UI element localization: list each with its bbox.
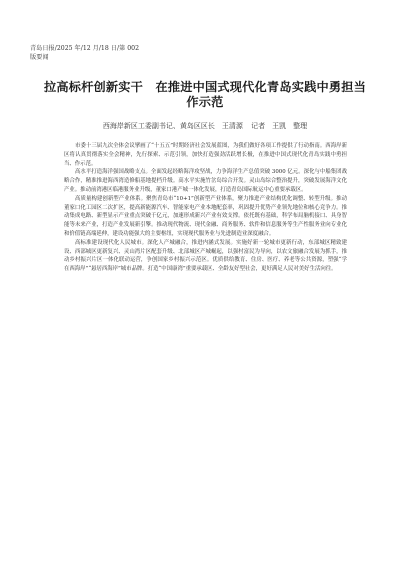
source-line: 青岛日报/2025 年/12 月/18 日/第 002 xyxy=(30,45,140,52)
article-body xyxy=(64,142,347,274)
article-title xyxy=(30,80,380,110)
section-line: 版要闻 xyxy=(30,54,49,61)
title-line-2: 作示范 xyxy=(186,95,224,109)
byline-reporter: 记者 王凯 整理 xyxy=(251,122,308,130)
byline-author: 西海岸新区工委副书记、黄岛区区长 王清源 xyxy=(102,122,243,130)
title-line-1: 拉高标杆创新实干 在推进中国式现代化青岛实践中勇担当 xyxy=(43,80,367,94)
byline xyxy=(30,121,380,131)
paragraph: 高水平打造海洋强国战略支点。全面发起经略海洋攻坚战，力争海洋生产总值突破 3000 亿元。深化与中船集团战略合作，精准推进海西湾造修船基地提档升级。高水平实施竹岔岛综合开发。灵山岛综合整治提升，突破发展海洋文化产业。推动前湾港区临港服务业升级，董家口港产城一体化发展，打造青岛国际航运中心重要承载区。 xyxy=(64,169,347,193)
paragraph: 高质量构建创新型产业体系。聚焦青岛市“10+1”创新型产业体系，聚力推进产业结构优化调整、转型升级。推动董家口化工园区二次扩区，提高新能源汽车、智能家电产业本地配套率，巩固提升优势产业领先地位和核心竞争力。推动集成电路、新型显示产业重点突破千亿元，加速形成新兴产业有效支撑。依托既有基础，科学布局脑机接口、具身智能等未来产业，打造产业发展新引擎。推动现代物流、现代金融、商务服务、软件和信息服务等生产性服务业向专业化和价值链高端延伸，建设功能强大的主要枢纽，实现现代服务业与先进制造业深度融合。 xyxy=(64,195,347,237)
publication-meta xyxy=(30,44,139,62)
paragraph: 市委十三届九次全体会议擘画了“十五五”时期经济社会发展蓝图，为我们做好各项工作提供了行动指南。西海岸新区将认真贯彻落实全会精神，先行探索、示范引领，加快打造强劲活跃增长极，在推进中国式现代化青岛实践中勇担当、作示范。 xyxy=(64,143,347,167)
paragraph: 高标准建设现代化人民城市。深化人产城融合，推进内涵式发展。实施好新一轮城市更新行动，东部城区精致建设、西部城区更新复兴、灵山湾片区配套升级、北部城区产城崛起，以强村富民为导向，以农文旅融合发展为抓手，推动乡村振兴片区一体化联动运营，争创国家乡村振兴示范区。优质供给教育、住房、医疗、养老等公共资源，塑强“学在西海岸”“悬居西海岸”城市品牌。打造“中国康湾”重要承载区、全龄友好型社会，更好满足人民对美好生活向往。 xyxy=(64,239,347,273)
